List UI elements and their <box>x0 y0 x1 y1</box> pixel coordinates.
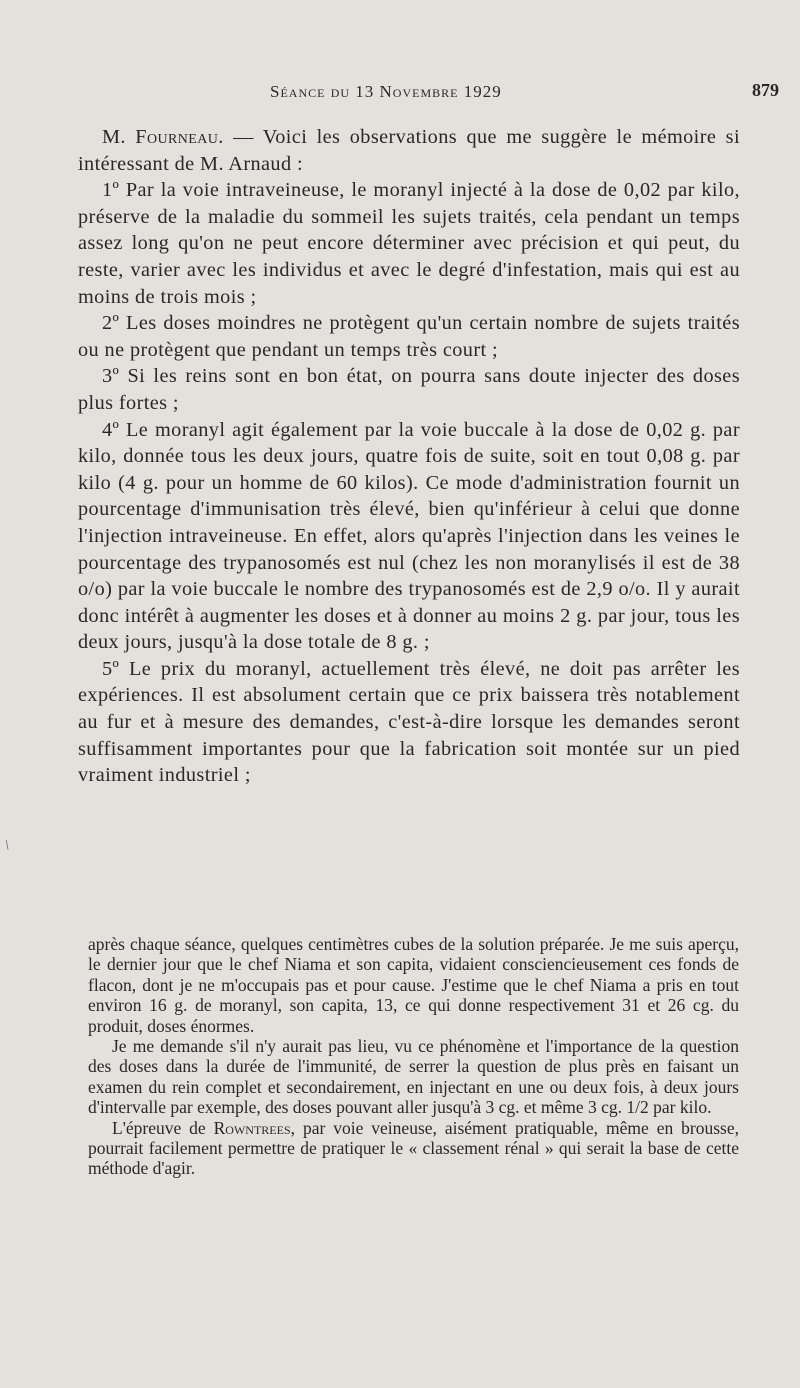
point-1: 1º Par la voie intraveineuse, le moranyl injecté à la dose de 0,02 par kilo, préserve de la maladie du sommeil les sujets traités, cela pendant un temps assez long qu'on ne peut encore déterminer avec précision et qui peut, du reste, varier avec les individus et avec le degré d'infestation, mais qui est au moins de trois mois ; <box>78 179 740 308</box>
note-3-lead: L'épreuve de <box>112 1117 214 1138</box>
intro-paragraph <box>78 124 740 177</box>
note-paragraph-2: Je me demande s'il n'y aurait pas lieu, vu ce phénomène et l'importance de la question des doses dans la durée de l'immunité, de serrer la question de plus près en faisant un examen du rein complet et secondairement, en injectant en une ou deux fois, à deux jours d'intervalle par exemple, des doses pouvant aller jusqu'à 3 cg. et même 3 cg. 1/2 par kilo. <box>88 1036 739 1118</box>
running-head: Séance du 13 Novembre 1929 <box>270 82 502 101</box>
point-5: 5º Le prix du moranyl, actuellement très élevé, ne doit pas arrêter les expériences. Il est absolument certain que ce prix baissera très notablement au fur et à mesure des demandes, c'est-à-dire lorsque les demandes seront suffisamment importantes pour que la fabrication soit montée sur un pied vraiment industriel ; <box>78 657 740 787</box>
speaker-name: M. Fourneau. <box>102 126 224 148</box>
point-4: 4º Le moranyl agit également par la voie buccale à la dose de 0,02 g. par kilo, donnée tous les deux jours, quatre fois de suite, soit en tout 0,08 g. par kilo (4 g. pour un homme de 60 kilos). Ce mode d'administration fournit un pourcentage d'immunisation très élevé, bien qu'inférieur à celui que donne l'injection intraveineuse. En effet, alors qu'après l'injection dans les veines le pourcentage des trypanosomés est nul (chez les non moranylisés il est de 38 o/o) par la voie buccale le nombre des trypanosomés est de 2,9 o/o. Il y aurait donc intérêt à augmenter les doses et à donner au moins 2 g. par jour, tous les deux jours, jusqu'à la dose totale de 8 g. ; <box>78 418 740 654</box>
note-paragraph-3 <box>88 1118 739 1179</box>
margin-mark-icon: / <box>2 838 14 854</box>
intro-text: — Voici les observations que me suggère le mémoire si intéressant de M. Arnaud : <box>78 126 740 175</box>
note-paragraph-1: après chaque séance, quelques centimètres cubes de la solution préparée. Je me suis aperçu, le dernier jour que le chef Niama et son capita, vidaient consciencieusement ces fonds de flacon, dont je ne m'occupais pas et pour cause. J'estime que le chef Niama a pris en tout environ 16 g. de moranyl, son capita, 13, ce qui donne respectivement 31 et 26 cg. du produit, doses énormes. <box>88 934 739 1036</box>
footnote-block <box>88 934 739 1179</box>
main-body <box>78 124 740 789</box>
page-number: 879 <box>752 80 779 100</box>
note-3-name: Rowntrees <box>213 1117 291 1138</box>
note-3-rest: , par voie veineuse, aisément pratiquable, même en brousse, pourrait facilement permettre de pratiquer le « classement rénal » qui serait la base de cette méthode d'agir. <box>88 1117 739 1179</box>
point-3: 3º Si les reins sont en bon état, on pourra sans doute injecter des doses plus fortes ; <box>78 365 740 414</box>
point-2: 2º Les doses moindres ne protègent qu'un certain nombre de sujets traités ou ne protègent que pendant un temps très court ; <box>78 312 740 361</box>
